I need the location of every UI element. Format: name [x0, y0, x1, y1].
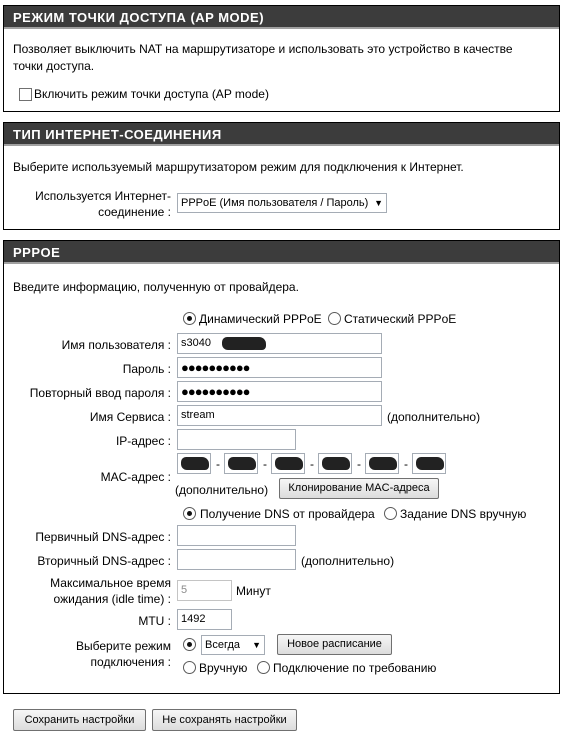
- ap-mode-checkbox[interactable]: [19, 88, 32, 101]
- password-label: Пароль :: [122, 362, 171, 376]
- mtu-label: MTU :: [138, 614, 171, 628]
- mac-optional: (дополнительно): [175, 483, 269, 497]
- save-settings-button[interactable]: Сохранить настройки: [13, 709, 146, 731]
- ap-mode-description: Позволяет выключить NAT на маршрутизаторе и использовать это устройство в качестве точки доступа.: [13, 42, 513, 73]
- service-name-label: Имя Сервиса :: [89, 410, 171, 424]
- password-input[interactable]: [177, 357, 382, 378]
- primary-dns-input[interactable]: [177, 525, 296, 546]
- mac-octet-5[interactable]: [365, 453, 399, 474]
- username-value: s3040: [181, 337, 211, 349]
- redaction-scribble: [416, 457, 444, 470]
- ap-mode-checkbox-label: Включить режим точки доступа (AP mode): [34, 87, 269, 101]
- idle-time-label-line2: ожидания (idle time) :: [53, 592, 171, 606]
- connection-on-demand-radio[interactable]: [257, 661, 270, 674]
- mtu-value: 1492: [181, 613, 206, 625]
- redaction-scribble: [222, 337, 266, 350]
- connection-mode-label-line2: подключения :: [90, 655, 171, 669]
- pppoe-description: Введите информацию, полученную от провайдера.: [13, 280, 299, 294]
- redaction-scribble: [322, 457, 350, 470]
- password-value: ●●●●●●●●●●: [181, 360, 250, 375]
- idle-time-unit: Минут: [236, 584, 271, 598]
- service-name-value: stream: [181, 409, 215, 421]
- username-input[interactable]: [177, 333, 382, 354]
- redaction-scribble: [369, 457, 397, 470]
- static-pppoe-radio[interactable]: [328, 312, 341, 325]
- dont-save-settings-button[interactable]: Не сохранять настройки: [152, 709, 297, 731]
- internet-connection-section: [3, 122, 560, 230]
- connection-manual-label: Вручную: [199, 661, 248, 675]
- username-label: Имя пользователя :: [61, 338, 171, 352]
- chevron-down-icon: ▼: [252, 640, 261, 650]
- mac-separator: -: [357, 457, 361, 471]
- pppoe-header: PPPOE: [4, 241, 559, 264]
- mac-separator: -: [310, 457, 314, 471]
- dynamic-pppoe-radio[interactable]: [183, 312, 196, 325]
- primary-dns-label: Первичный DNS-адрес :: [35, 530, 171, 544]
- ip-address-input[interactable]: [177, 429, 296, 450]
- mac-separator: -: [263, 457, 267, 471]
- secondary-dns-input[interactable]: [177, 549, 296, 570]
- chevron-down-icon: ▼: [374, 198, 383, 208]
- idle-time-label-line1: Максимальное время: [50, 576, 171, 590]
- dynamic-pppoe-label: Динамический PPPoE: [199, 312, 322, 326]
- redaction-scribble: [228, 457, 256, 470]
- redaction-scribble: [275, 457, 303, 470]
- idle-time-input[interactable]: [177, 580, 232, 601]
- connection-type-label: [13, 188, 171, 220]
- new-schedule-button[interactable]: Новое расписание: [277, 634, 392, 655]
- idle-time-label: [13, 575, 171, 607]
- connection-type-label-line1: Используется Интернет-: [35, 189, 171, 203]
- connection-type-label-line2: соединение :: [98, 205, 171, 219]
- mac-octet-6[interactable]: [412, 453, 446, 474]
- internet-connection-header: ТИП ИНТЕРНЕТ-СОЕДИНЕНИЯ: [4, 123, 559, 146]
- connection-manual-radio[interactable]: [183, 661, 196, 674]
- connection-type-value: PPPoE (Имя пользователя / Пароль): [181, 197, 369, 209]
- mac-octet-2[interactable]: [224, 453, 258, 474]
- static-pppoe-label: Статический PPPoE: [344, 312, 457, 326]
- dns-manual-label: Задание DNS вручную: [400, 507, 527, 521]
- secondary-dns-label: Вторичный DNS-адрес :: [37, 554, 171, 568]
- password-confirm-label: Повторный ввод пароля :: [29, 386, 171, 400]
- service-name-optional: (дополнительно): [387, 410, 481, 424]
- pppoe-section: [3, 240, 560, 694]
- ap-mode-section: [3, 5, 560, 112]
- connection-type-select[interactable]: [177, 193, 387, 213]
- mac-separator: -: [216, 457, 220, 471]
- ap-mode-header: РЕЖИМ ТОЧКИ ДОСТУПА (AP MODE): [4, 6, 559, 29]
- idle-time-value: 5: [181, 584, 188, 596]
- dns-manual-radio[interactable]: [384, 507, 397, 520]
- connection-on-demand-label: Подключение по требованию: [273, 661, 437, 675]
- service-name-input[interactable]: [177, 405, 382, 426]
- dns-from-provider-label: Получение DNS от провайдера: [200, 507, 375, 521]
- dns-from-provider-radio[interactable]: [183, 507, 196, 520]
- mac-octet-3[interactable]: [271, 453, 305, 474]
- clone-mac-button[interactable]: Клонирование MAC-адреса: [279, 478, 439, 499]
- redaction-scribble: [181, 457, 209, 470]
- schedule-select[interactable]: [201, 635, 265, 655]
- internet-connection-description: Выберите используемый маршрутизатором режим для подключения к Интернет.: [13, 160, 464, 174]
- password-confirm-input[interactable]: [177, 381, 382, 402]
- connection-mode-label-line1: Выберите режим: [76, 639, 171, 653]
- connection-mode-label: [13, 638, 171, 670]
- schedule-value: Всегда: [205, 639, 241, 651]
- mac-address-label: MAC-адрес :: [100, 470, 171, 484]
- ip-address-label: IP-адрес :: [115, 434, 171, 448]
- mac-octet-4[interactable]: [318, 453, 352, 474]
- secondary-dns-optional: (дополнительно): [301, 554, 395, 568]
- mac-octet-1[interactable]: [177, 453, 211, 474]
- mac-separator: -: [404, 457, 408, 471]
- connection-always-radio[interactable]: [183, 638, 196, 651]
- password-confirm-value: ●●●●●●●●●●: [181, 384, 250, 399]
- mtu-input[interactable]: [177, 609, 232, 630]
